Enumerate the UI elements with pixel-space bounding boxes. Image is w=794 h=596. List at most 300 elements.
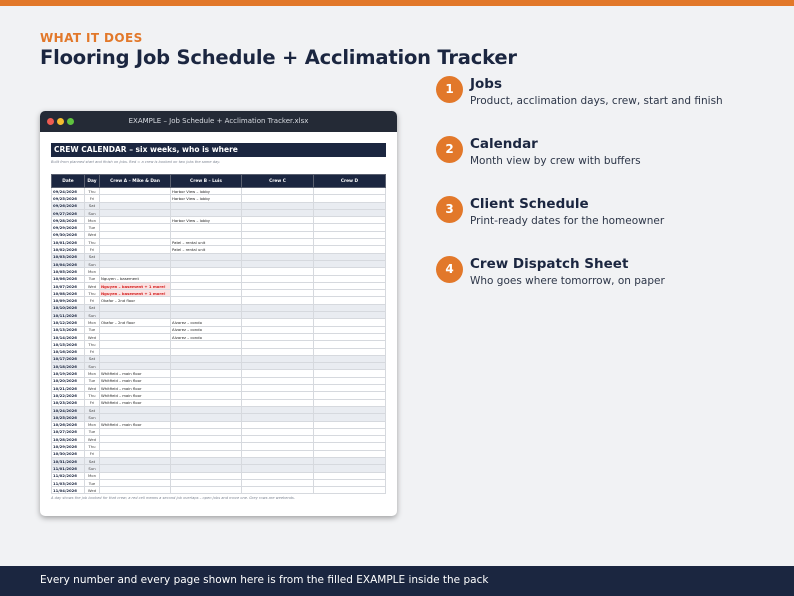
day-cell[interactable]: Fri: [85, 195, 100, 202]
feature-item-calendar: [436, 135, 766, 175]
crew-a-cell[interactable]: [100, 217, 171, 224]
crew-b-cell[interactable]: Harbor View – lobby: [171, 195, 242, 202]
sheet-subtitle: Built from planned start and finish on Jobs. Red = a crew is booked on two jobs the same day.: [51, 160, 221, 164]
day-cell[interactable]: Sat: [85, 355, 100, 362]
crew-b-cell[interactable]: [171, 348, 242, 355]
day-cell[interactable]: Fri: [85, 297, 100, 304]
crew-c-cell[interactable]: [242, 224, 314, 231]
day-cell[interactable]: Sat: [85, 457, 100, 464]
footer-text: Every number and every page shown here is from the filled EXAMPLE inside the pack: [40, 574, 489, 586]
crew-c-cell[interactable]: [242, 275, 314, 282]
table-row: [52, 282, 386, 289]
crew-a-cell[interactable]: Whitfield – main floor: [100, 377, 171, 384]
day-cell[interactable]: Tue: [85, 275, 100, 282]
crew-a-cell[interactable]: [100, 246, 171, 253]
day-cell[interactable]: Mon: [85, 421, 100, 428]
crew-b-cell[interactable]: [171, 297, 242, 304]
crew-c-cell[interactable]: [242, 421, 314, 428]
day-cell[interactable]: Tue: [85, 326, 100, 333]
crew-d-cell[interactable]: [314, 231, 386, 238]
day-cell[interactable]: Mon: [85, 472, 100, 479]
crew-a-cell[interactable]: Okafor – 2nd floor: [100, 297, 171, 304]
table-row: [52, 443, 386, 450]
crew-c-cell[interactable]: [242, 399, 314, 406]
crew-calendar-table: [51, 174, 386, 494]
crew-a-cell[interactable]: Whitfield – main floor: [100, 370, 171, 377]
crew-b-cell[interactable]: Harbor View – lobby: [171, 188, 242, 195]
date-cell[interactable]: 09/29/2026: [52, 224, 85, 231]
date-cell[interactable]: 09/25/2026: [52, 195, 85, 202]
crew-d-cell[interactable]: [314, 224, 386, 231]
crew-d-cell[interactable]: [314, 385, 386, 392]
crew-b-cell[interactable]: Patel – rental unit: [171, 239, 242, 246]
crew-c-cell[interactable]: [242, 487, 314, 494]
day-cell[interactable]: Sun: [85, 414, 100, 421]
date-cell[interactable]: 10/08/2026: [52, 290, 85, 297]
day-cell[interactable]: Fri: [85, 246, 100, 253]
table-row: [52, 195, 386, 202]
crew-d-cell[interactable]: [314, 450, 386, 457]
day-cell[interactable]: Sat: [85, 253, 100, 260]
crew-d-cell[interactable]: [314, 377, 386, 384]
crew-c-cell[interactable]: [242, 312, 314, 319]
crew-a-cell[interactable]: [100, 487, 171, 494]
date-cell[interactable]: 10/23/2026: [52, 399, 85, 406]
crew-c-cell[interactable]: [242, 246, 314, 253]
crew-a-cell[interactable]: [100, 363, 171, 370]
crew-b-cell[interactable]: [171, 421, 242, 428]
crew-c-cell[interactable]: [242, 355, 314, 362]
crew-c-cell[interactable]: [242, 348, 314, 355]
date-cell[interactable]: 10/06/2026: [52, 275, 85, 282]
date-cell[interactable]: 11/02/2026: [52, 472, 85, 479]
crew-c-cell[interactable]: [242, 385, 314, 392]
crew-d-cell[interactable]: [314, 443, 386, 450]
crew-d-cell[interactable]: [314, 457, 386, 464]
date-cell[interactable]: 10/14/2026: [52, 333, 85, 340]
crew-a-cell[interactable]: [100, 326, 171, 333]
crew-c-cell[interactable]: [242, 231, 314, 238]
crew-c-cell[interactable]: [242, 406, 314, 413]
crew-d-cell[interactable]: [314, 239, 386, 246]
crew-b-cell[interactable]: [171, 290, 242, 297]
crew-a-cell[interactable]: [100, 202, 171, 209]
date-cell[interactable]: 10/20/2026: [52, 377, 85, 384]
crew-c-cell[interactable]: [242, 297, 314, 304]
table-row: [52, 406, 386, 413]
date-cell[interactable]: 11/04/2026: [52, 487, 85, 494]
crew-a-cell[interactable]: [100, 457, 171, 464]
crew-c-cell[interactable]: [242, 363, 314, 370]
day-cell[interactable]: Sun: [85, 312, 100, 319]
crew-d-cell[interactable]: [314, 428, 386, 435]
crew-d-cell[interactable]: [314, 465, 386, 472]
table-row: [52, 231, 386, 238]
date-cell[interactable]: 09/28/2026: [52, 217, 85, 224]
date-cell[interactable]: 10/15/2026: [52, 341, 85, 348]
day-cell[interactable]: Tue: [85, 428, 100, 435]
day-cell[interactable]: Sun: [85, 363, 100, 370]
day-cell[interactable]: Mon: [85, 268, 100, 275]
crew-d-cell[interactable]: [314, 297, 386, 304]
crew-a-cell[interactable]: Whitfield – main floor: [100, 392, 171, 399]
day-cell[interactable]: Thu: [85, 443, 100, 450]
crew-b-cell[interactable]: [171, 479, 242, 486]
crew-c-cell[interactable]: [242, 239, 314, 246]
day-cell[interactable]: Tue: [85, 224, 100, 231]
crew-d-cell[interactable]: [314, 355, 386, 362]
crew-b-cell[interactable]: [171, 414, 242, 421]
crew-d-cell[interactable]: [314, 202, 386, 209]
crew-a-cell[interactable]: [100, 428, 171, 435]
date-cell[interactable]: 10/29/2026: [52, 443, 85, 450]
column-header-crew-a[interactable]: Crew A – Mike & Dan: [100, 175, 171, 188]
day-cell[interactable]: Wed: [85, 436, 100, 443]
crew-d-cell[interactable]: [314, 333, 386, 340]
day-cell[interactable]: Thu: [85, 188, 100, 195]
crew-d-cell[interactable]: [314, 326, 386, 333]
date-cell[interactable]: 11/03/2026: [52, 479, 85, 486]
crew-b-cell[interactable]: [171, 406, 242, 413]
crew-b-cell[interactable]: [171, 202, 242, 209]
table-row: [52, 239, 386, 246]
crew-a-cell[interactable]: [100, 209, 171, 216]
date-cell[interactable]: 10/28/2026: [52, 436, 85, 443]
date-cell[interactable]: 10/19/2026: [52, 370, 85, 377]
column-header-crew-c[interactable]: Crew C: [242, 175, 314, 188]
crew-b-cell[interactable]: Patel – rental unit: [171, 246, 242, 253]
crew-d-cell[interactable]: [314, 188, 386, 195]
crew-d-cell[interactable]: [314, 275, 386, 282]
date-cell[interactable]: 10/17/2026: [52, 355, 85, 362]
table-row: [52, 253, 386, 260]
crew-c-cell[interactable]: [242, 472, 314, 479]
crew-a-cell[interactable]: [100, 312, 171, 319]
crew-b-cell[interactable]: [171, 370, 242, 377]
column-header-crew-d[interactable]: Crew D: [314, 175, 386, 188]
column-header-crew-b[interactable]: Crew B – Luis: [171, 175, 242, 188]
date-cell[interactable]: 10/13/2026: [52, 326, 85, 333]
crew-b-cell[interactable]: Alvarez – condo: [171, 333, 242, 340]
crew-b-cell[interactable]: [171, 399, 242, 406]
crew-b-cell[interactable]: [171, 253, 242, 260]
crew-d-cell[interactable]: [314, 260, 386, 267]
table-row: [52, 319, 386, 326]
day-cell[interactable]: Sun: [85, 465, 100, 472]
crew-c-cell[interactable]: [242, 282, 314, 289]
crew-b-cell[interactable]: Alvarez – condo: [171, 319, 242, 326]
column-header-day[interactable]: Day: [85, 175, 100, 188]
table-row: [52, 217, 386, 224]
crew-b-cell[interactable]: [171, 377, 242, 384]
day-cell[interactable]: Thu: [85, 239, 100, 246]
day-cell[interactable]: Wed: [85, 487, 100, 494]
crew-c-cell[interactable]: [242, 377, 314, 384]
crew-a-cell[interactable]: [100, 348, 171, 355]
date-cell[interactable]: 10/30/2026: [52, 450, 85, 457]
crew-d-cell[interactable]: [314, 472, 386, 479]
crew-c-cell[interactable]: [242, 443, 314, 450]
feature-title: Calendar: [470, 136, 538, 152]
crew-b-cell[interactable]: [171, 392, 242, 399]
crew-d-cell[interactable]: [314, 479, 386, 486]
day-cell[interactable]: Sun: [85, 260, 100, 267]
crew-b-cell[interactable]: [171, 231, 242, 238]
crew-c-cell[interactable]: [242, 195, 314, 202]
crew-c-cell[interactable]: [242, 370, 314, 377]
date-cell[interactable]: 10/16/2026: [52, 348, 85, 355]
day-cell[interactable]: Sat: [85, 406, 100, 413]
crew-c-cell[interactable]: [242, 414, 314, 421]
crew-b-cell[interactable]: Harbor View – lobby: [171, 217, 242, 224]
table-row: [52, 341, 386, 348]
crew-d-cell[interactable]: [314, 253, 386, 260]
date-cell[interactable]: 10/01/2026: [52, 239, 85, 246]
table-row: [52, 450, 386, 457]
crew-a-cell[interactable]: [100, 465, 171, 472]
crew-b-cell[interactable]: [171, 436, 242, 443]
day-cell[interactable]: Thu: [85, 392, 100, 399]
feature-title: Crew Dispatch Sheet: [470, 256, 629, 272]
crew-a-cell[interactable]: [100, 355, 171, 362]
page-title: Flooring Job Schedule + Acclimation Tracker: [40, 46, 517, 69]
crew-a-cell[interactable]: [100, 436, 171, 443]
crew-d-cell[interactable]: [314, 370, 386, 377]
crew-a-cell[interactable]: [100, 304, 171, 311]
crew-d-cell[interactable]: [314, 348, 386, 355]
crew-b-cell[interactable]: [171, 282, 242, 289]
date-cell[interactable]: 09/24/2026: [52, 188, 85, 195]
crew-a-cell[interactable]: [100, 341, 171, 348]
crew-d-cell[interactable]: [314, 406, 386, 413]
crew-b-cell[interactable]: [171, 450, 242, 457]
date-cell[interactable]: 10/12/2026: [52, 319, 85, 326]
day-cell[interactable]: Sun: [85, 209, 100, 216]
crew-a-cell[interactable]: [100, 253, 171, 260]
crew-c-cell[interactable]: [242, 479, 314, 486]
table-row: [52, 326, 386, 333]
crew-b-cell[interactable]: [171, 312, 242, 319]
crew-c-cell[interactable]: [242, 450, 314, 457]
crew-d-cell[interactable]: [314, 414, 386, 421]
crew-d-cell[interactable]: [314, 246, 386, 253]
crew-c-cell[interactable]: [242, 436, 314, 443]
table-row: [52, 436, 386, 443]
crew-a-cell[interactable]: [100, 268, 171, 275]
crew-a-cell[interactable]: [100, 195, 171, 202]
date-cell[interactable]: 10/26/2026: [52, 421, 85, 428]
date-cell[interactable]: 10/11/2026: [52, 312, 85, 319]
crew-c-cell[interactable]: [242, 457, 314, 464]
table-body: [52, 188, 386, 494]
crew-a-cell[interactable]: [100, 224, 171, 231]
date-cell[interactable]: 10/27/2026: [52, 428, 85, 435]
crew-d-cell[interactable]: [314, 312, 386, 319]
feature-number-badge: 1: [436, 76, 463, 103]
crew-a-cell[interactable]: [100, 479, 171, 486]
crew-c-cell[interactable]: [242, 333, 314, 340]
crew-b-cell[interactable]: [171, 275, 242, 282]
day-cell[interactable]: Wed: [85, 231, 100, 238]
crew-a-cell[interactable]: [100, 414, 171, 421]
crew-d-cell[interactable]: [314, 319, 386, 326]
date-cell[interactable]: 10/07/2026: [52, 282, 85, 289]
day-cell[interactable]: Tue: [85, 377, 100, 384]
date-cell[interactable]: 10/31/2026: [52, 457, 85, 464]
crew-d-cell[interactable]: [314, 290, 386, 297]
table-row: [52, 457, 386, 464]
top-accent-bar: [0, 0, 794, 6]
crew-d-cell[interactable]: [314, 399, 386, 406]
crew-d-cell[interactable]: [314, 436, 386, 443]
crew-b-cell[interactable]: [171, 224, 242, 231]
crew-d-cell[interactable]: [314, 304, 386, 311]
crew-b-cell[interactable]: [171, 260, 242, 267]
crew-c-cell[interactable]: [242, 260, 314, 267]
table-row: [52, 363, 386, 370]
date-cell[interactable]: 10/02/2026: [52, 246, 85, 253]
crew-b-cell[interactable]: [171, 457, 242, 464]
crew-a-cell[interactable]: Whitfield – main floor: [100, 421, 171, 428]
crew-b-cell[interactable]: [171, 472, 242, 479]
day-cell[interactable]: Thu: [85, 341, 100, 348]
crew-d-cell[interactable]: [314, 421, 386, 428]
crew-d-cell[interactable]: [314, 209, 386, 216]
crew-c-cell[interactable]: [242, 209, 314, 216]
crew-c-cell[interactable]: [242, 326, 314, 333]
crew-d-cell[interactable]: [314, 282, 386, 289]
crew-a-cell[interactable]: [100, 406, 171, 413]
day-cell[interactable]: Wed: [85, 333, 100, 340]
day-cell[interactable]: Mon: [85, 319, 100, 326]
day-cell[interactable]: Fri: [85, 450, 100, 457]
sheet-footnote: A day shows the job booked for that crew; a red cell means a second job overlaps – open Jobs and move one. Grey rows are weekends.: [51, 496, 295, 501]
crew-a-cell[interactable]: [100, 231, 171, 238]
crew-b-cell[interactable]: [171, 487, 242, 494]
date-cell[interactable]: 10/22/2026: [52, 392, 85, 399]
day-cell[interactable]: Thu: [85, 290, 100, 297]
date-cell[interactable]: 11/01/2026: [52, 465, 85, 472]
crew-b-cell[interactable]: [171, 268, 242, 275]
day-cell[interactable]: Sat: [85, 304, 100, 311]
day-cell[interactable]: Mon: [85, 370, 100, 377]
crew-d-cell[interactable]: [314, 341, 386, 348]
column-header-date[interactable]: Date: [52, 175, 85, 188]
day-cell[interactable]: Mon: [85, 217, 100, 224]
crew-a-cell[interactable]: Whitfield – main floor: [100, 399, 171, 406]
crew-a-cell[interactable]: Nguyen – basement + 1 more!: [100, 290, 171, 297]
crew-d-cell[interactable]: [314, 195, 386, 202]
day-cell[interactable]: Wed: [85, 385, 100, 392]
crew-b-cell[interactable]: [171, 355, 242, 362]
date-cell[interactable]: 10/25/2026: [52, 414, 85, 421]
date-cell[interactable]: 09/30/2026: [52, 231, 85, 238]
date-cell[interactable]: 10/04/2026: [52, 260, 85, 267]
feature-title: Jobs: [470, 76, 502, 92]
crew-d-cell[interactable]: [314, 268, 386, 275]
crew-a-cell[interactable]: [100, 443, 171, 450]
crew-a-cell[interactable]: [100, 188, 171, 195]
date-cell[interactable]: 09/27/2026: [52, 209, 85, 216]
table-row: [52, 290, 386, 297]
table-row: [52, 472, 386, 479]
table-row: [52, 275, 386, 282]
crew-a-cell[interactable]: Okafor – 2nd floor: [100, 319, 171, 326]
feature-item-jobs: [436, 75, 766, 115]
feature-title: Client Schedule: [470, 196, 589, 212]
crew-a-cell[interactable]: Nguyen – basement: [100, 275, 171, 282]
crew-c-cell[interactable]: [242, 319, 314, 326]
day-cell[interactable]: Tue: [85, 479, 100, 486]
crew-c-cell[interactable]: [242, 392, 314, 399]
crew-a-cell[interactable]: Nguyen – basement + 1 more!: [100, 282, 171, 289]
crew-c-cell[interactable]: [242, 428, 314, 435]
crew-a-cell[interactable]: [100, 239, 171, 246]
date-cell[interactable]: 10/03/2026: [52, 253, 85, 260]
day-cell[interactable]: Fri: [85, 399, 100, 406]
crew-a-cell[interactable]: [100, 472, 171, 479]
crew-b-cell[interactable]: [171, 341, 242, 348]
crew-b-cell[interactable]: [171, 363, 242, 370]
date-cell[interactable]: 10/18/2026: [52, 363, 85, 370]
crew-d-cell[interactable]: [314, 363, 386, 370]
table-row: [52, 246, 386, 253]
crew-d-cell[interactable]: [314, 217, 386, 224]
crew-d-cell[interactable]: [314, 392, 386, 399]
date-cell[interactable]: 10/24/2026: [52, 406, 85, 413]
crew-b-cell[interactable]: [171, 385, 242, 392]
crew-d-cell[interactable]: [314, 487, 386, 494]
crew-b-cell[interactable]: [171, 443, 242, 450]
crew-c-cell[interactable]: [242, 341, 314, 348]
feature-description: Who goes where tomorrow, on paper: [470, 275, 665, 287]
table-row: [52, 377, 386, 384]
crew-b-cell[interactable]: Alvarez – condo: [171, 326, 242, 333]
day-cell[interactable]: Sat: [85, 202, 100, 209]
crew-b-cell[interactable]: [171, 428, 242, 435]
crew-a-cell[interactable]: [100, 333, 171, 340]
crew-b-cell[interactable]: [171, 209, 242, 216]
crew-c-cell[interactable]: [242, 253, 314, 260]
crew-a-cell[interactable]: [100, 450, 171, 457]
crew-a-cell[interactable]: [100, 260, 171, 267]
table-row: [52, 348, 386, 355]
day-cell[interactable]: Wed: [85, 282, 100, 289]
crew-c-cell[interactable]: [242, 465, 314, 472]
table-row: [52, 428, 386, 435]
date-cell[interactable]: 10/05/2026: [52, 268, 85, 275]
sheet-banner: CREW CALENDAR – six weeks, who is where: [51, 143, 386, 157]
crew-a-cell[interactable]: Whitfield – main floor: [100, 385, 171, 392]
crew-c-cell[interactable]: [242, 188, 314, 195]
crew-c-cell[interactable]: [242, 304, 314, 311]
date-cell[interactable]: 10/21/2026: [52, 385, 85, 392]
crew-c-cell[interactable]: [242, 290, 314, 297]
date-cell[interactable]: 10/09/2026: [52, 297, 85, 304]
table-row: [52, 392, 386, 399]
crew-c-cell[interactable]: [242, 202, 314, 209]
crew-c-cell[interactable]: [242, 217, 314, 224]
day-cell[interactable]: Fri: [85, 348, 100, 355]
window-title: EXAMPLE – Job Schedule + Acclimation Tracker.xlsx: [128, 117, 309, 125]
crew-b-cell[interactable]: [171, 465, 242, 472]
table-row: [52, 370, 386, 377]
footer-bar: [0, 566, 794, 596]
crew-b-cell[interactable]: [171, 304, 242, 311]
crew-c-cell[interactable]: [242, 268, 314, 275]
date-cell[interactable]: 10/10/2026: [52, 304, 85, 311]
date-cell[interactable]: 09/26/2026: [52, 202, 85, 209]
